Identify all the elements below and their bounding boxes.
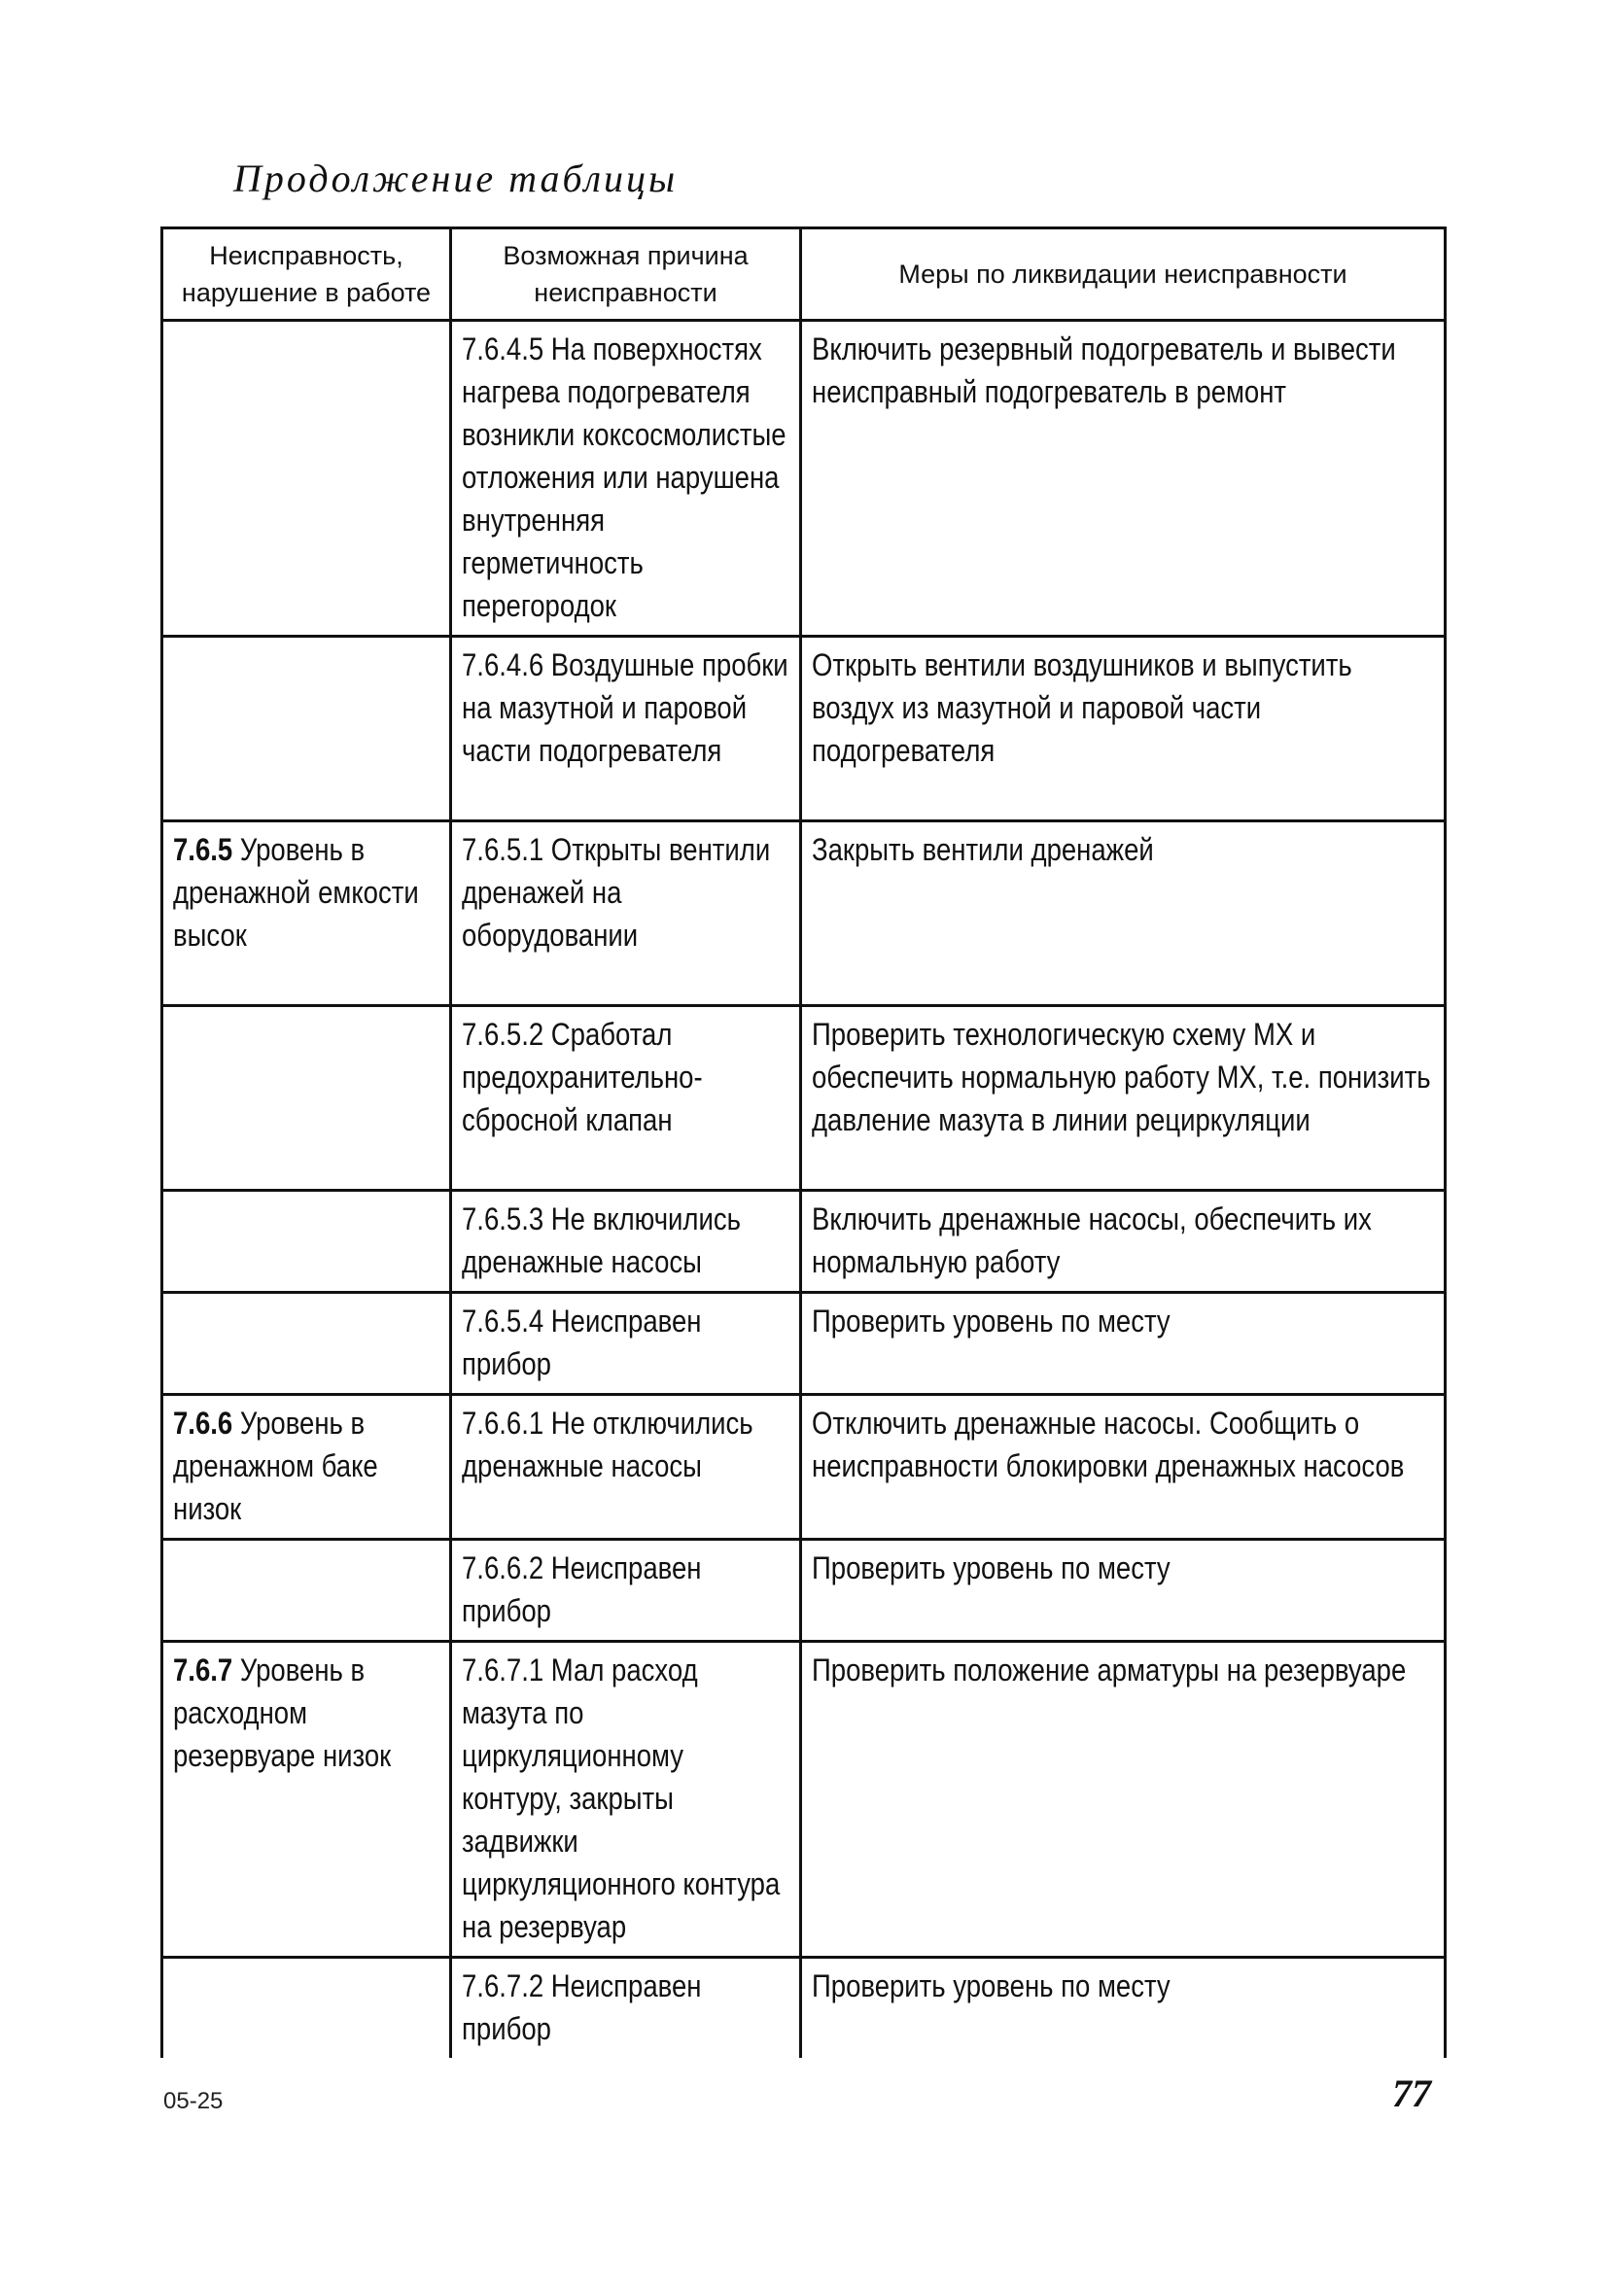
fault-cell: 7.6.5 Уровень в дренажной емкости высок: [162, 821, 451, 1006]
fault-cell: [162, 1293, 451, 1395]
fault-cell: 7.6.6 Уровень в дренажном баке низок: [162, 1395, 451, 1540]
table-row: [162, 1642, 1446, 1958]
fault-cell: [162, 1540, 451, 1642]
fault-table: [160, 226, 1447, 2058]
cause-cell: 7.6.6.2 Неисправен прибор: [451, 1540, 801, 1642]
footer-code: 05-25: [163, 2088, 224, 2114]
measures-cell: Проверить уровень по месту: [801, 1540, 1446, 1642]
table-row: [162, 1191, 1446, 1293]
cause-cell: 7.6.5.2 Сработал предохранительно-сбросной клапан: [451, 1006, 801, 1191]
header-fault: Неисправность, нарушение в работе: [162, 228, 451, 321]
measures-cell: Включить дренажные насосы, обеспечить их нормальную работу: [801, 1191, 1446, 1293]
fault-cell: [162, 321, 451, 637]
header-measures: Меры по ликвидации неисправности: [801, 228, 1446, 321]
table-row: [162, 1958, 1446, 2059]
table-row: [162, 1540, 1446, 1642]
table-row: [162, 821, 1446, 1006]
cause-cell: 7.6.4.6 Воздушные пробки на мазутной и паровой части подогревателя: [451, 637, 801, 821]
measures-cell: Открыть вентили воздушников и выпустить воздух из мазутной и паровой части подогревателя: [801, 637, 1446, 821]
cause-cell: 7.6.4.5 На поверхностях нагрева подогревателя возникли коксосмолистые отложения или нарушена внутренняя герметичность перегородок: [451, 321, 801, 637]
table-continuation-caption: Продолжение таблицы: [233, 157, 679, 200]
table-body: [162, 321, 1446, 2059]
cause-cell: 7.6.5.4 Неисправен прибор: [451, 1293, 801, 1395]
table-header-row: [162, 228, 1446, 321]
measures-cell: Закрыть вентили дренажей: [801, 821, 1446, 1006]
page-number: 77: [1392, 2071, 1431, 2115]
fault-cell: [162, 1191, 451, 1293]
cause-cell: 7.6.6.1 Не отключились дренажные насосы: [451, 1395, 801, 1540]
measures-cell: Проверить положение арматуры на резервуаре: [801, 1642, 1446, 1958]
cause-cell: 7.6.5.1 Открыты вентили дренажей на оборудовании: [451, 821, 801, 1006]
measures-cell: Проверить технологическую схему МХ и обеспечить нормальную работу МХ, т.е. понизить давление мазута в линии рециркуляции: [801, 1006, 1446, 1191]
measures-cell: Отключить дренажные насосы. Сообщить о неисправности блокировки дренажных насосов: [801, 1395, 1446, 1540]
cause-cell: 7.6.5.3 Не включились дренажные насосы: [451, 1191, 801, 1293]
table-row: [162, 637, 1446, 821]
cause-cell: 7.6.7.2 Неисправен прибор: [451, 1958, 801, 2059]
fault-cell: [162, 1958, 451, 2059]
table-row: [162, 1293, 1446, 1395]
fault-cell: [162, 1006, 451, 1191]
table-row: [162, 1395, 1446, 1540]
measures-cell: Проверить уровень по месту: [801, 1958, 1446, 2059]
cause-cell: 7.6.7.1 Мал расход мазута по циркуляционному контуру, закрыты задвижки циркуляционного контура на резервуар: [451, 1642, 801, 1958]
fault-cell: 7.6.7 Уровень в расходном резервуаре низок: [162, 1642, 451, 1958]
measures-cell: Включить резервный подогреватель и вывести неисправный подогреватель в ремонт: [801, 321, 1446, 637]
table-row: [162, 1006, 1446, 1191]
measures-cell: Проверить уровень по месту: [801, 1293, 1446, 1395]
table-row: [162, 321, 1446, 637]
fault-cell: [162, 637, 451, 821]
header-cause: Возможная причина неисправности: [451, 228, 801, 321]
